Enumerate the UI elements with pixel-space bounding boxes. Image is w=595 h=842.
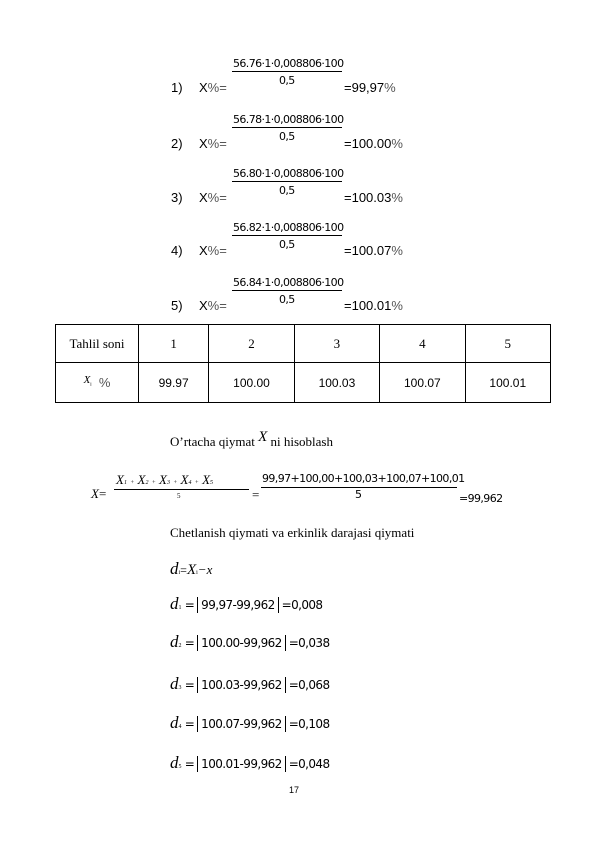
calc-denominator: 0,5 bbox=[279, 293, 295, 306]
table-column-header: 2 bbox=[209, 325, 294, 363]
calc-numerator: 56.78·1·0,008806·100 bbox=[233, 113, 344, 126]
table-header-row bbox=[56, 325, 551, 363]
calc-label: X%= bbox=[199, 136, 227, 151]
calc-denominator: 0,5 bbox=[279, 130, 295, 143]
mean-values-denominator: 5 bbox=[355, 488, 362, 501]
table-cell: 99.97 bbox=[139, 363, 209, 403]
calc-number: 4) bbox=[171, 243, 183, 258]
table-cell: 100.00 bbox=[209, 363, 294, 403]
calc-number: 5) bbox=[171, 298, 183, 313]
table-column-header: 4 bbox=[380, 325, 465, 363]
calc-result: =100.07% bbox=[344, 243, 403, 258]
table-column-header: 3 bbox=[294, 325, 379, 363]
calc-number: 3) bbox=[171, 190, 183, 205]
calc-numerator: 56.76·1·0,008806·100 bbox=[233, 57, 344, 70]
mean-symbolic-numerator: X1 + X2 + X3 + X4 + X5 bbox=[116, 472, 214, 487]
mean-heading: O’rtacha qiymat X ni hisoblash bbox=[170, 429, 333, 449]
mean-lhs: X= bbox=[91, 486, 107, 501]
table-column-header: 5 bbox=[465, 325, 550, 363]
mean-result: =99,962 bbox=[459, 492, 503, 505]
mean-symbolic-denominator: 5 bbox=[177, 492, 181, 500]
table-column-header: 1 bbox=[139, 325, 209, 363]
results-table bbox=[55, 324, 551, 403]
deviation-item: d2 = 100.00-99,962 =0,038 bbox=[170, 632, 330, 651]
calc-label: X%= bbox=[199, 243, 227, 258]
table-header-label: Tahlil soni bbox=[56, 325, 139, 363]
calc-numerator: 56.82·1·0,008806·100 bbox=[233, 221, 344, 234]
fraction-bar bbox=[232, 71, 342, 72]
table-cell: 100.03 bbox=[294, 363, 379, 403]
fraction-bar bbox=[114, 489, 249, 490]
calc-label: X%= bbox=[199, 298, 227, 313]
calc-denominator: 0,5 bbox=[279, 238, 295, 251]
deviation-item: d5 = 100.01-99,962 =0,048 bbox=[170, 753, 330, 772]
table-cell: 100.07 bbox=[380, 363, 465, 403]
deviation-heading: Chetlanish qiymati va erkinlik darajasi qiymati bbox=[170, 525, 415, 540]
table-row-label: Xi % bbox=[56, 363, 139, 403]
fraction-bar bbox=[232, 290, 342, 291]
calc-denominator: 0,5 bbox=[279, 74, 295, 87]
mean-values-numerator: 99,97+100,00+100,03+100,07+100,01 bbox=[262, 472, 465, 485]
table-row bbox=[56, 363, 551, 403]
page-number: 17 bbox=[289, 785, 300, 795]
calc-result: =100.01% bbox=[344, 298, 403, 313]
mean-eq: = bbox=[252, 487, 260, 502]
calc-result: =99,97% bbox=[344, 80, 396, 95]
calc-numerator: 56.84·1·0,008806·100 bbox=[233, 276, 344, 289]
calc-label: X%= bbox=[199, 80, 227, 95]
fraction-bar bbox=[232, 181, 342, 182]
calc-numerator: 56.80·1·0,008806·100 bbox=[233, 167, 344, 180]
deviation-formula: di=Xi−x bbox=[170, 559, 213, 578]
calc-number: 1) bbox=[171, 80, 183, 95]
calc-result: =100.03% bbox=[344, 190, 403, 205]
calc-number: 2) bbox=[171, 136, 183, 151]
fraction-bar bbox=[232, 127, 342, 128]
deviation-item: d3 = 100.03-99,962 =0,068 bbox=[170, 674, 330, 693]
fraction-bar bbox=[232, 235, 342, 236]
table-cell: 100.01 bbox=[465, 363, 550, 403]
deviation-item: d1 = 99,97-99,962 =0,008 bbox=[170, 594, 323, 613]
calc-denominator: 0,5 bbox=[279, 184, 295, 197]
calc-result: =100.00% bbox=[344, 136, 403, 151]
calc-label: X%= bbox=[199, 190, 227, 205]
deviation-item: d4 = 100.07-99,962 =0,108 bbox=[170, 713, 330, 732]
